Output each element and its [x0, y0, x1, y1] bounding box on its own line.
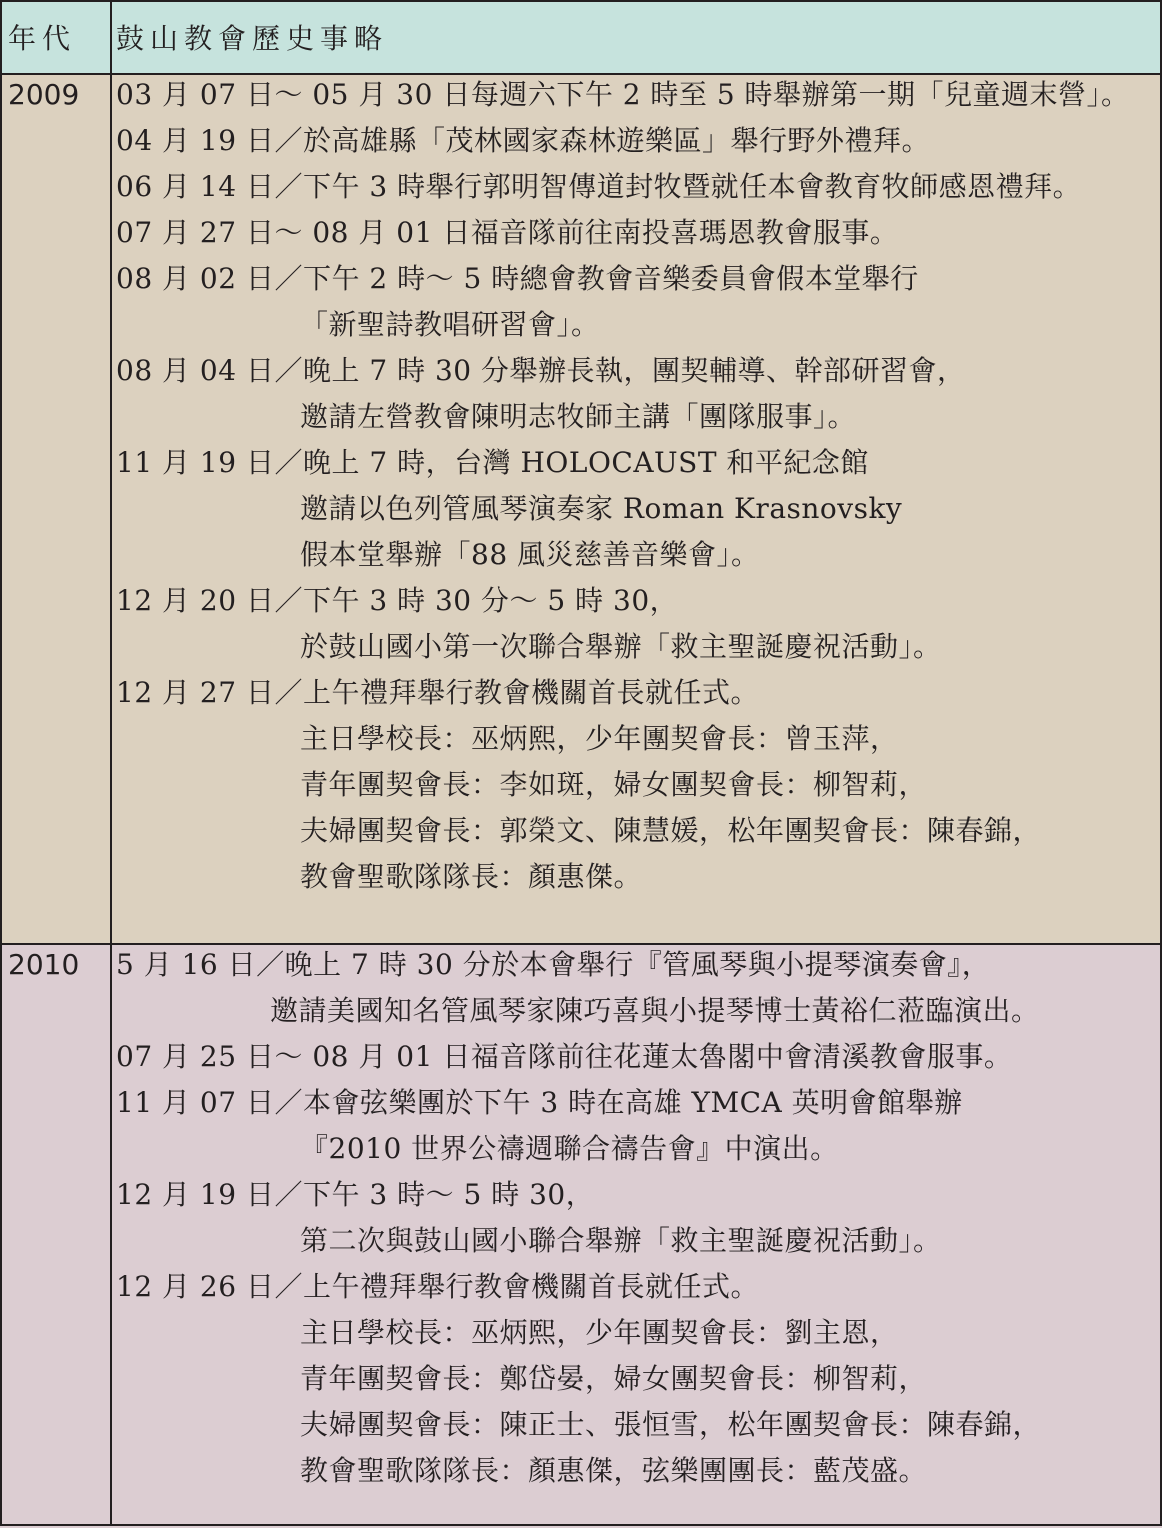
event-continuation: 邀請左營教會陳明志牧師主講「團隊服事」。	[300, 400, 857, 433]
table-border-top	[0, 0, 1162, 2]
event-continuation: 邀請美國知名管風琴家陳巧喜與小提琴博士黃裕仁蒞臨演出。	[270, 994, 1040, 1027]
event-continuation: 邀請以色列管風琴演奏家 Roman Krasnovsky	[300, 492, 903, 525]
event-continuation: 青年團契會長：鄭岱晏，婦女團契會長：柳智莉，	[300, 1362, 928, 1395]
event-line: 12 月 26 日／上午禮拜舉行教會機關首長就任式。	[116, 1270, 759, 1303]
year-label-2010: 2010	[8, 948, 80, 981]
event-line: 08 月 04 日／晚上 7 時 30 分舉辦長執，團契輔導、幹部研習會，	[116, 354, 966, 387]
event-line: 08 月 02 日／下午 2 時～ 5 時總會教會音樂委員會假本堂舉行	[116, 262, 919, 295]
event-line: 12 月 20 日／下午 3 時 30 分～ 5 時 30，	[116, 584, 679, 617]
event-continuation: 青年團契會長：李如斑，婦女團契會長：柳智莉，	[300, 768, 928, 801]
table-border-bottom	[0, 1524, 1162, 1526]
history-column-header: 鼓山教會歷史事略	[116, 22, 389, 55]
year-column-header: 年代	[8, 22, 77, 55]
event-continuation: 於鼓山國小第一次聯合舉辦「救主聖誕慶祝活動」。	[300, 630, 942, 663]
event-line: 12 月 19 日／下午 3 時～ 5 時 30，	[116, 1178, 595, 1211]
event-continuation: 「新聖詩教唱研習會」。	[300, 308, 600, 341]
event-line: 06 月 14 日／下午 3 時舉行郭明智傳道封牧暨就任本會教育牧師感恩禮拜。	[116, 170, 1082, 203]
event-continuation: 夫婦團契會長：郭榮文、陳慧媛，松年團契會長：陳春錦，	[300, 814, 1042, 847]
event-line: 07 月 27 日～ 08 月 01 日福音隊前往南投喜瑪恩教會服事。	[116, 216, 899, 249]
event-continuation: 主日學校長：巫炳熙，少年團契會長：曾玉萍，	[300, 722, 899, 755]
event-line: 12 月 27 日／上午禮拜舉行教會機關首長就任式。	[116, 676, 759, 709]
event-line: 5 月 16 日／晚上 7 時 30 分於本會舉行『管風琴與小提琴演奏會』，	[116, 948, 991, 981]
event-line: 07 月 25 日～ 08 月 01 日福音隊前往花蓮太魯閣中會清溪教會服事。	[116, 1040, 1013, 1073]
event-continuation: 教會聖歌隊隊長：顏惠傑，弦樂團團長：藍茂盛。	[300, 1454, 928, 1487]
year-label-2009: 2009	[8, 78, 80, 111]
event-continuation: 夫婦團契會長：陳正士、張恒雪，松年團契會長：陳春錦，	[300, 1408, 1042, 1441]
event-line: 03 月 07 日～ 05 月 30 日每週六下午 2 時至 5 時舉辦第一期「兒童週末營」。	[116, 78, 1130, 111]
event-continuation: 『2010 世界公禱週聯合禱告會』中演出。	[300, 1132, 839, 1165]
event-continuation: 教會聖歌隊隊長：顏惠傑。	[300, 860, 643, 893]
table-border-left	[0, 0, 2, 1526]
event-line: 11 月 07 日／本會弦樂團於下午 3 時在高雄 YMCA 英明會館舉辦	[116, 1086, 963, 1119]
column-divider	[110, 0, 112, 1526]
event-continuation: 主日學校長：巫炳熙，少年團契會長：劉主恩，	[300, 1316, 899, 1349]
event-continuation: 假本堂舉辦「88 風災慈善音樂會」。	[300, 538, 760, 571]
event-continuation: 第二次與鼓山國小聯合舉辦「救主聖誕慶祝活動」。	[300, 1224, 942, 1257]
event-line: 04 月 19 日／於高雄縣「茂林國家森林遊樂區」舉行野外禮拜。	[116, 124, 930, 157]
event-line: 11 月 19 日／晚上 7 時，台灣 HOLOCAUST 和平紀念館	[116, 446, 869, 479]
